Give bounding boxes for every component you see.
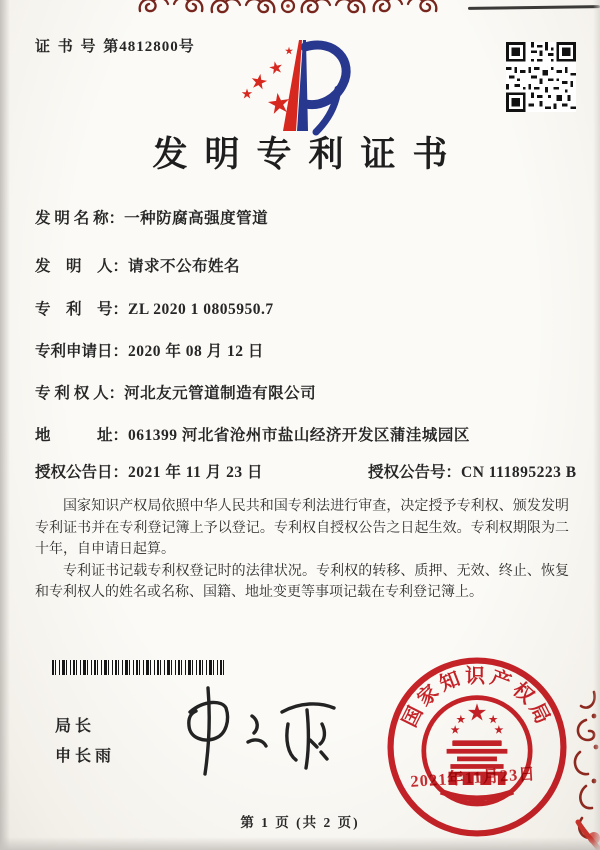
field-filing-date (35, 339, 264, 361)
field-patent-number (35, 297, 274, 319)
field-value: 请求不公布姓名 (128, 258, 241, 275)
photo-edge-bottom (0, 837, 600, 850)
cnipa-logo-icon (242, 36, 358, 136)
field-label: 地 址： (35, 427, 129, 444)
certificate-number-label: 证 书 号 (35, 39, 98, 55)
field-value: 2021 年 11 月 23 日 (128, 464, 264, 481)
certificate-title: 发明专利证书 (152, 135, 465, 174)
seal-arc-text: 国家知识产权局 (398, 665, 556, 731)
field-label: 发 明 名 称： (35, 210, 125, 227)
photo-edge-right (593, 0, 600, 850)
photo-page-edge (468, 5, 600, 10)
field-address (35, 423, 470, 445)
field-label: 授权公告号： (368, 464, 462, 481)
field-value: ZL 2020 1 0805950.7 (128, 301, 274, 318)
field-value: 一种防腐高强度管道 (124, 210, 269, 227)
top-flourish-ornament-icon (138, 0, 438, 18)
field-label: 发 明 人： (35, 258, 129, 275)
field-invention-name (35, 206, 268, 228)
barcode-icon (52, 660, 226, 675)
field-inventor (35, 254, 240, 276)
handwritten-signature-icon (160, 678, 350, 788)
field-grant-date (35, 460, 263, 482)
legal-paragraph-2: 专利证书记载专利权登记时的法律状况。专利权的转移、质押、无效、终止、恢复和专利权人的姓名或名称、国籍、地址变更等事项记载在专利登记簿上。 (35, 563, 569, 600)
officer-block (55, 712, 115, 772)
field-grant-number (368, 460, 577, 482)
field-label: 授权公告日： (35, 464, 129, 481)
qr-code-icon (505, 42, 577, 112)
field-label: 专利申请日： (35, 343, 129, 360)
legal-text-block (35, 496, 569, 604)
officer-title: 局长 (55, 718, 96, 735)
certificate-number (35, 35, 195, 56)
field-patentee (35, 381, 316, 403)
field-value: CN 111895223 B (461, 464, 577, 481)
officer-name: 申长雨 (55, 748, 116, 765)
field-value: 061399 河北省沧州市盐山经济开发区蒲洼城园区 (128, 427, 470, 444)
page-footer: 第 1 页 (共 2 页) (240, 815, 360, 830)
legal-paragraph-1: 国家知识产权局依照中华人民共和国专利法进行审查，决定授予专利权、颁发发明专利证书并在专利登记簿上予以登记。专利权自授权公告之日起生效。专利权期限为二十年，自申请日起算。 (35, 499, 569, 557)
photo-edge-left (0, 0, 10, 850)
seal-date-stamp: 2021年11月23日 (409, 764, 537, 791)
field-value: 河北友元管道制造有限公司 (124, 385, 317, 402)
certificate-number-value: 第4812800号 (103, 39, 195, 55)
field-label: 专 利 权 人： (35, 385, 125, 402)
field-label: 专 利 号： (35, 301, 129, 318)
field-value: 2020 年 08 月 12 日 (128, 343, 264, 360)
